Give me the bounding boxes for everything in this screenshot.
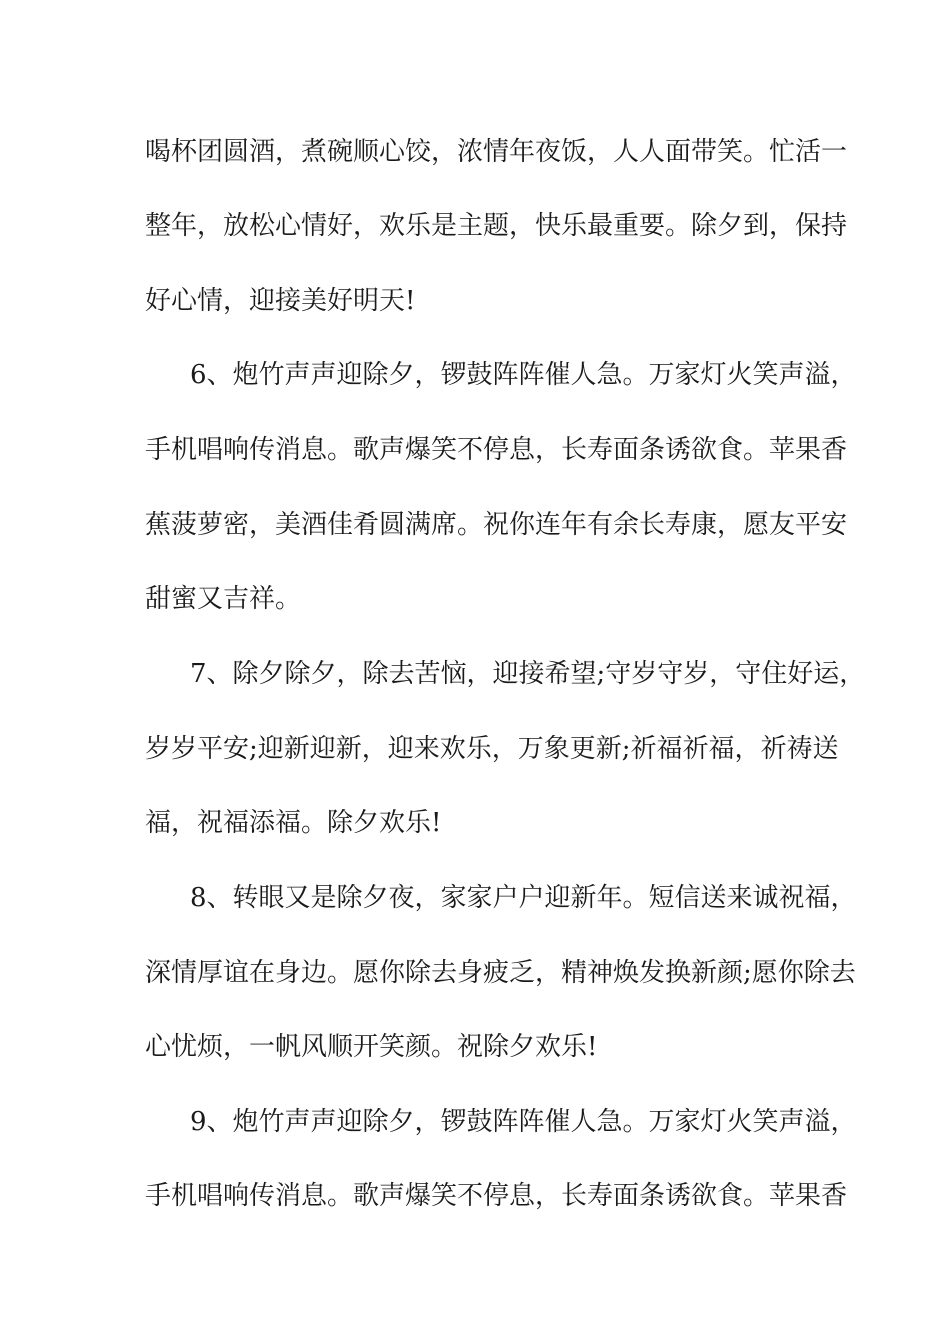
text-line-1: 喝杯团圆酒，煮碗顺心饺，浓情年夜饭，人人面带笑。忙活一 xyxy=(145,137,848,167)
paragraph-6-line-3: 蕉菠萝密，美酒佳肴圆满席。祝你连年有余长寿康，愿友平安 xyxy=(145,510,848,540)
paragraph-8-line-2: 深情厚谊在身边。愿你除去身疲乏，精神焕发换新颜;愿你除去 xyxy=(145,958,856,988)
paragraph-7-line-3: 福，祝福添福。除夕欢乐! xyxy=(145,808,442,838)
paragraph-6-line-2: 手机唱响传消息。歌声爆笑不停息，长寿面条诱欲食。苹果香 xyxy=(145,435,848,465)
text-line-2: 整年，放松心情好，欢乐是主题，快乐最重要。除夕到，保持 xyxy=(145,211,848,241)
paragraph-9-line-2: 手机唱响传消息。歌声爆笑不停息，长寿面条诱欲食。苹果香 xyxy=(145,1181,848,1211)
paragraph-7-line-1: 7、除夕除夕，除去苦恼，迎接希望;守岁守岁，守住好运， xyxy=(190,659,866,689)
paragraph-8-line-3: 心忧烦，一帆风顺开笑颜。祝除夕欢乐! xyxy=(145,1032,598,1062)
paragraph-8-line-1: 8、转眼又是除夕夜，家家户户迎新年。短信送来诚祝福， xyxy=(190,883,857,913)
paragraph-6-line-1: 6、炮竹声声迎除夕，锣鼓阵阵催人急。万家灯火笑声溢， xyxy=(190,360,857,390)
paragraph-6-line-4: 甜蜜又吉祥。 xyxy=(145,584,302,614)
paragraph-7-line-2: 岁岁平安;迎新迎新，迎来欢乐，万象更新;祈福祈福，祈祷送 xyxy=(145,734,839,764)
paragraph-9-line-1: 9、炮竹声声迎除夕，锣鼓阵阵催人急。万家灯火笑声溢， xyxy=(190,1107,857,1137)
text-line-3: 好心情，迎接美好明天! xyxy=(145,286,416,316)
